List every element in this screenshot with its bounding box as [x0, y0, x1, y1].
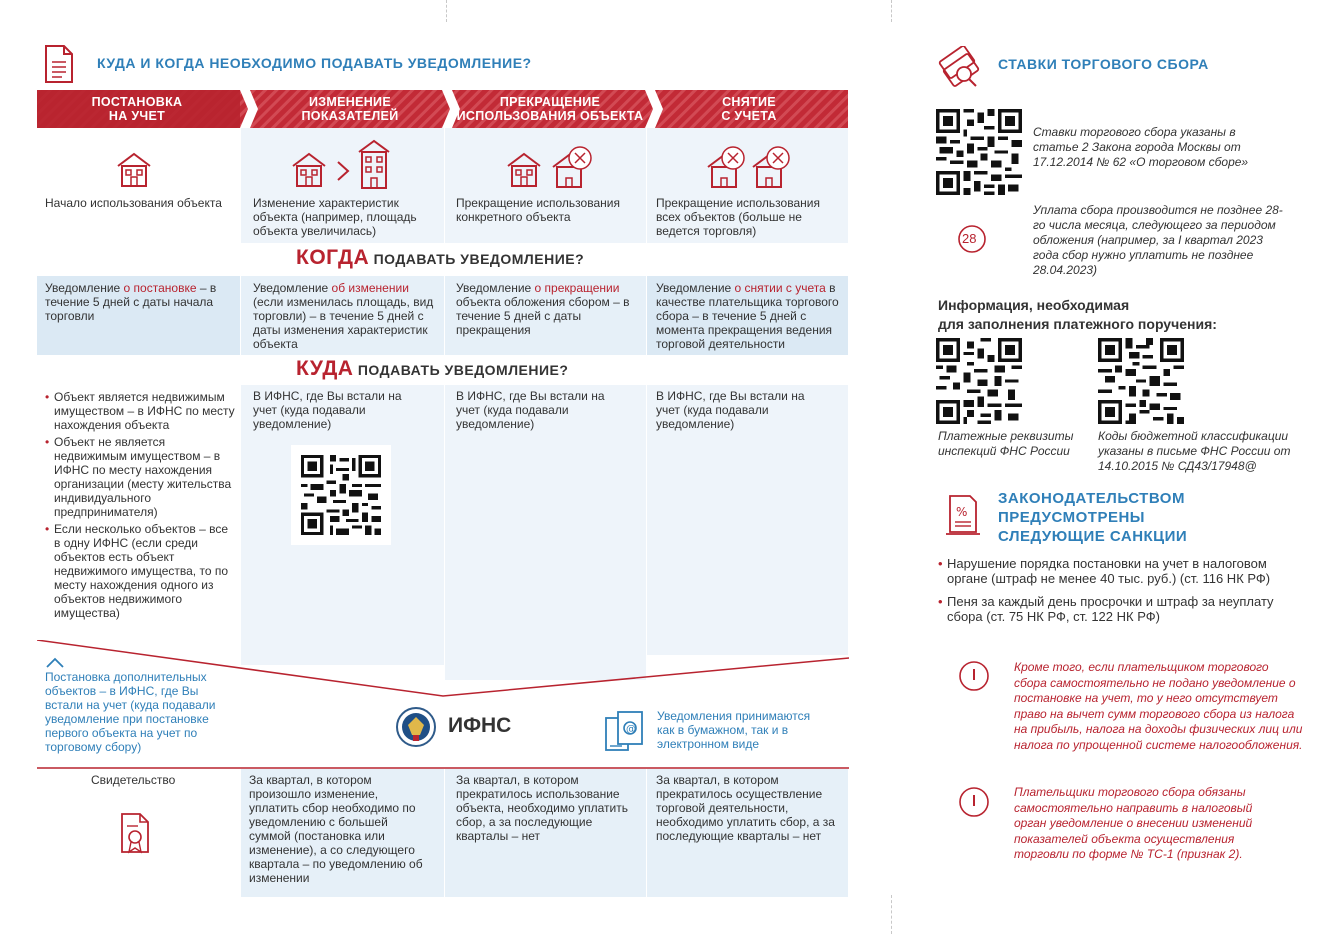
email-document-icon: [604, 710, 646, 759]
step-deregistration: СНЯТИЕ С УЧЕТА: [721, 95, 777, 123]
where-title: КУДА ПОДАВАТЬ УВЕДОМЛЕНИЕ?: [296, 357, 569, 380]
fns-emblem-icon: [396, 705, 436, 754]
step-termination: ПРЕКРАЩЕНИЕ ИСПОЛЬЗОВАНИЯ ОБЪЕКТА: [456, 95, 644, 123]
where-change: В ИФНС, где Вы встали на учет (куда подавали уведомление): [253, 389, 402, 431]
main-title: КУДА И КОГДА НЕОБХОДИМО ПОДАВАТЬ УВЕДОМЛЕНИЕ?: [97, 55, 532, 71]
certificate-icon: [120, 812, 150, 861]
certificate-label: Свидетельство: [91, 773, 176, 787]
when-registration: Уведомление о постановке – в течение 5 дней с даты начала торговли: [45, 281, 217, 323]
where-bullet: • Объект не является недвижимым имуществом – в ИФНС по месту нахождения организации (месту жительства индивидуального предпринимателя): [45, 435, 235, 519]
where-bullet: • Объект является недвижимым имуществом – в ИФНС по месту нахождения объекта: [45, 390, 235, 432]
percent-document-icon: [946, 494, 980, 543]
svg-text:@: @: [626, 724, 636, 735]
step-change: ИЗМЕНЕНИЕ ПОКАЗАТЕЛЕЙ: [301, 95, 399, 123]
bottom-deregistration: За квартал, в котором прекратилось осуществление торговой деятельности, необходимо уплатить сбор, а за последующие кварталы – нет: [656, 773, 835, 843]
sanction-item: • Нарушение порядка постановки на учет в налоговом органе (штраф не менее 40 тыс. руб.) (ст. 116 НК РФ): [938, 556, 1288, 586]
when-title: КОГДА ПОДАВАТЬ УВЕДОМЛЕНИЕ?: [296, 246, 585, 269]
qr-code-kbk[interactable]: [1098, 338, 1184, 424]
desc-change: Изменение характеристик объекта (например, площадь объекта увеличилась): [253, 196, 417, 238]
note-deduction: Кроме того, если плательщиком торгового сбора самостоятельно не подано уведомление о постановке на учет, то у него отсутствует право на вычет сумм торгового сбора из налога на прибыль, налога на доходы физических лиц или налога по упрощенной системе налогообложения.: [1014, 660, 1303, 752]
house-icon: [290, 150, 328, 193]
document-icon: [44, 44, 74, 89]
house-icon: [115, 150, 153, 193]
rates-text: Ставки торгового сбора указаны в статье 2 Закона города Москвы от 17.12.2014 № 62 «О торговом сборе»: [1033, 125, 1249, 169]
desc-registration: Начало использования объекта: [45, 196, 222, 210]
fold-line: [891, 0, 892, 22]
qr-code-requisites[interactable]: [936, 338, 1022, 424]
where-bullet: • Если несколько объектов – все в одну ИФНС (если среди объектов есть объект недвижимого имущества, то по месту нахождения одного из объектов недвижимого имущества): [45, 522, 235, 620]
arrow-right-icon: [336, 160, 350, 187]
money-search-icon: [936, 46, 982, 97]
info-icon: [958, 786, 990, 823]
where-termination: В ИФНС, где Вы встали на учет (куда подавали уведомление): [456, 389, 605, 431]
qr-caption-kbk: Коды бюджетной классификации указаны в письме ФНС России от 14.10.2015 № СД43/17948@: [1098, 429, 1291, 473]
day-badge-number: 28: [962, 231, 977, 246]
building-icon: [356, 138, 392, 195]
desc-deregistration: Прекращение использования всех объектов (больше не ведется торговля): [656, 196, 820, 238]
payment-info-title: Информация, необходимая для заполнения платежного поручения:: [938, 297, 1217, 332]
house-closed-icon: [705, 145, 749, 194]
payment-text: Уплата сбора производится не позднее 28-го числа месяца, следующего за периодом обложения (например, за I квартал 2023 года сбор нужно уплатить не позднее 28.04.2023): [1033, 203, 1283, 277]
where-bullets: [45, 390, 235, 623]
sanctions-title: ЗАКОНОДАТЕЛЬСТВОМ ПРЕДУСМОТРЕНЫ СЛЕДУЮЩИЕ САНКЦИИ: [998, 490, 1188, 545]
info-icon: [958, 660, 990, 697]
qr-code-rates[interactable]: [936, 109, 1022, 195]
when-termination: Уведомление о прекращении объекта обложения сбором – в течение 5 дней с даты прекращения: [456, 281, 630, 337]
step-registration: ПОСТАНОВКА НА УЧЕТ: [91, 95, 183, 123]
where-deregistration: В ИФНС, где Вы встали на учет (куда подавали уведомление): [656, 389, 805, 431]
bottom-change: За квартал, в котором произошло изменение, уплатить сбор необходимо по уведомлению с большей суммой (постановка или изменение), а со следующего квартала – по уведомлению об изменении: [249, 773, 423, 885]
ifns-label: ИФНС: [448, 714, 512, 737]
fold-line: [891, 895, 892, 934]
house-closed-icon: [750, 145, 794, 194]
house-closed-icon: [550, 145, 594, 194]
additional-objects: Постановка дополнительных объектов – в ИФНС, где Вы встали на учет (куда подавали уведомление при постановке первого объекта на учет по торговому сбору): [45, 670, 216, 754]
qr-caption-requisites: Платежные реквизиты инспекций ФНС России: [938, 429, 1074, 458]
qr-code[interactable]: [291, 445, 391, 545]
fold-line: [446, 0, 447, 22]
svg-text:%: %: [956, 505, 968, 519]
rates-title: СТАВКИ ТОРГОВОГО СБОРА: [998, 56, 1209, 72]
when-deregistration: Уведомление о снятии с учета в качестве плательщика торгового сбора – в течение 5 дней с момента прекращения ведения торговой деятельности: [656, 281, 839, 351]
house-icon: [505, 150, 543, 193]
when-change: Уведомление об изменении (если изменилась площадь, вид торговли) – в течение 5 дней с даты изменения характеристик объекта: [253, 281, 434, 351]
bottom-termination: За квартал, в котором прекратилось использование объекта, необходимо уплатить сбор, а за последующие кварталы – нет: [456, 773, 628, 843]
notify-forms: Уведомления принимаются как в бумажном, так и в электронном виде: [657, 709, 811, 751]
sanctions-list: [938, 556, 1288, 627]
desc-termination: Прекращение использования конкретного объекта: [456, 196, 620, 224]
note-ts1: Плательщики торгового сбора обязаны самостоятельно направить в налоговый орган уведомление о внесении изменений показателей объекта осуществления торговли по форме № ТС-1 (признак 2).: [1014, 785, 1253, 861]
sanction-item: • Пеня за каждый день просрочки и штраф за неуплату сбора (ст. 75 НК РФ, ст. 122 НК РФ): [938, 594, 1288, 624]
